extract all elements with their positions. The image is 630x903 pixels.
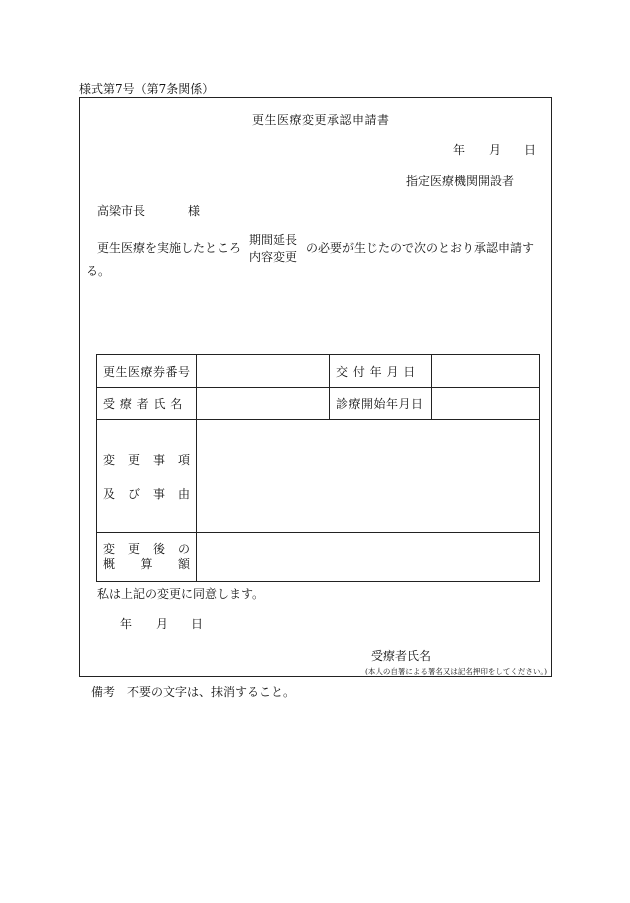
remarks-text: 不要の文字は、抹消すること。 [127, 685, 296, 699]
change-items-char: 事 [152, 452, 165, 467]
estimated-cost-char: 更 [127, 542, 140, 556]
applicant-label: 指定医療機関開設者 [406, 174, 515, 188]
change-items-char: 及 [103, 486, 116, 501]
change-items-label [97, 420, 197, 533]
addressee-name: 高梁市長 [97, 204, 146, 218]
issue-date-field[interactable] [432, 355, 540, 388]
form-title: 更生医療変更承認申請書 [252, 113, 390, 127]
change-items-char: 事 [152, 486, 165, 501]
remarks-label: 備考 [91, 685, 116, 699]
body-suffix: の必要が生じたので次のとおり承認申請す [306, 241, 535, 255]
estimated-cost-field[interactable] [197, 533, 540, 582]
signature-note: (本人の自署による署名又は記名押印をしてください。) [365, 667, 548, 676]
consent-date-month: 月 [156, 617, 169, 631]
certificate-number-field[interactable] [197, 355, 330, 388]
estimated-cost-char: 概 [103, 557, 116, 571]
patient-signature-label: 受療者氏名 [371, 649, 432, 663]
date-year: 年 [453, 143, 466, 157]
patient-name-field[interactable] [197, 388, 330, 420]
patient-name-label: 受 療 者 氏 名 [97, 388, 197, 420]
treatment-start-label: 診療開始年月日 [330, 388, 432, 420]
consent-text: 私は上記の変更に同意します。 [97, 587, 265, 601]
body-option-extension: 期間延長 [249, 233, 298, 247]
application-table [96, 354, 540, 582]
change-items-field[interactable] [197, 420, 540, 533]
estimated-cost-char: 後 [152, 542, 165, 556]
estimated-cost-char: 額 [177, 557, 190, 571]
change-items-char: 変 [103, 452, 116, 467]
body-prefix: 更生医療を実施したところ [97, 241, 242, 255]
body-option-change: 内容変更 [249, 250, 298, 264]
certificate-number-label: 更生医療券番号 [97, 355, 197, 388]
treatment-start-field[interactable] [432, 388, 540, 420]
estimated-cost-char: 変 [103, 542, 116, 556]
change-items-char: 更 [127, 452, 140, 467]
change-items-char: び [127, 486, 140, 501]
date-month: 月 [489, 143, 502, 157]
issue-date-label: 交 付 年 月 日 [330, 355, 432, 388]
consent-date-year: 年 [120, 617, 133, 631]
estimated-cost-char: の [177, 542, 190, 556]
form-number: 様式第7号（第7条関係） [79, 82, 215, 96]
estimated-cost-label [97, 533, 197, 582]
addressee-honorific: 様 [188, 204, 201, 218]
date-day: 日 [524, 143, 537, 157]
change-items-char: 項 [177, 452, 190, 467]
change-items-char: 由 [177, 486, 190, 501]
body-continuation: る。 [86, 264, 111, 278]
estimated-cost-char: 算 [140, 557, 153, 571]
consent-date-day: 日 [191, 617, 204, 631]
